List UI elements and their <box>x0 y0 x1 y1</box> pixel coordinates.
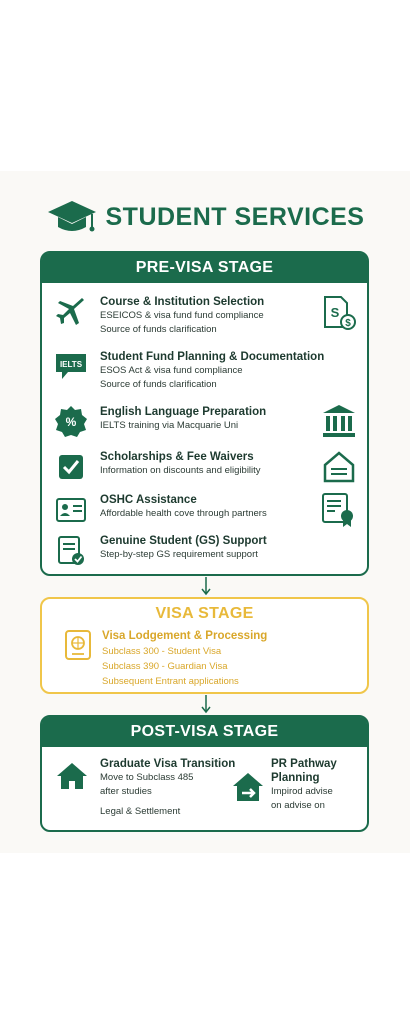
post-item-line: on advise on <box>271 800 325 811</box>
post-visa-card <box>40 715 369 832</box>
item-title: Scholarships & Fee Waivers <box>100 451 254 463</box>
item-line: Source of funds clarification <box>100 379 217 390</box>
post-item-line: after studies <box>100 786 152 797</box>
item-line: Source of funds clarification <box>100 324 217 335</box>
checkbox-icon <box>54 450 88 484</box>
percent-badge-icon <box>54 405 88 439</box>
visa-heading: VISA STAGE <box>155 605 254 622</box>
visa-line: Subclass 300 - Student Visa <box>102 646 222 657</box>
post-item-line: Move to Subclass 485 <box>100 772 194 783</box>
item-title: Student Fund Planning & Documentation <box>100 351 325 363</box>
pre-visa-heading: PRE-VISA STAGE <box>42 253 367 283</box>
pr-pathway-section <box>271 757 337 813</box>
visa-card <box>40 597 369 694</box>
page-header <box>0 195 410 239</box>
dollar-document-icon <box>321 295 357 331</box>
visa-line: Subclass 390 - Guardian Visa <box>102 661 228 672</box>
visa-line: Subsequent Entrant applications <box>102 676 239 687</box>
house-arrow-icon <box>232 771 266 805</box>
item-title: English Language Preparation <box>100 406 267 418</box>
passport-icon <box>62 629 94 661</box>
item-line: Affordable health cove through partners <box>100 508 267 519</box>
ielts-badge-text: IELTS <box>59 360 83 369</box>
svg-text:%: % <box>65 415 77 429</box>
post-item-extra: Legal & Settlement <box>100 806 181 817</box>
airplane-icon <box>54 295 88 329</box>
pre-visa-card <box>40 251 369 576</box>
house-icon <box>56 761 88 791</box>
svg-text:$: $ <box>345 318 351 329</box>
post-item-title: Planning <box>271 772 320 784</box>
item-line: Step-by-step GS requirement support <box>100 549 258 560</box>
id-card-icon <box>54 493 88 527</box>
graduation-cap-icon <box>46 197 98 237</box>
item-title: Genuine Student (GS) Support <box>100 535 267 547</box>
item-line: ESEICOS & visa fund fund compliance <box>100 310 264 321</box>
arrow-down-icon <box>200 695 212 715</box>
post-visa-heading: POST-VISA STAGE <box>42 717 367 747</box>
item-title: OSHC Assistance <box>100 494 197 506</box>
item-line: Information on discounts and eligibility <box>100 465 261 476</box>
arrow-down-icon <box>200 577 212 597</box>
house-envelope-icon <box>321 449 357 485</box>
svg-text:S: S <box>330 305 340 320</box>
visa-item-title: Visa Lodgement & Processing <box>102 630 268 642</box>
ielts-icon <box>54 350 88 384</box>
document-check-icon <box>54 534 88 568</box>
certificate-icon <box>321 492 357 528</box>
item-line: IELTS training via Macquarie Uni <box>100 420 239 431</box>
post-item-title: Graduate Visa Transition <box>100 758 236 770</box>
post-item-line: Impirod advise <box>271 786 333 797</box>
bank-icon <box>321 403 357 439</box>
page-title: STUDENT SERVICES <box>105 202 365 231</box>
item-title: Course & Institution Selection <box>100 296 265 308</box>
item-line: ESOS Act & visa fund compliance <box>100 365 243 376</box>
graduate-visa-section <box>100 757 235 819</box>
post-item-title: PR Pathway <box>271 758 337 770</box>
